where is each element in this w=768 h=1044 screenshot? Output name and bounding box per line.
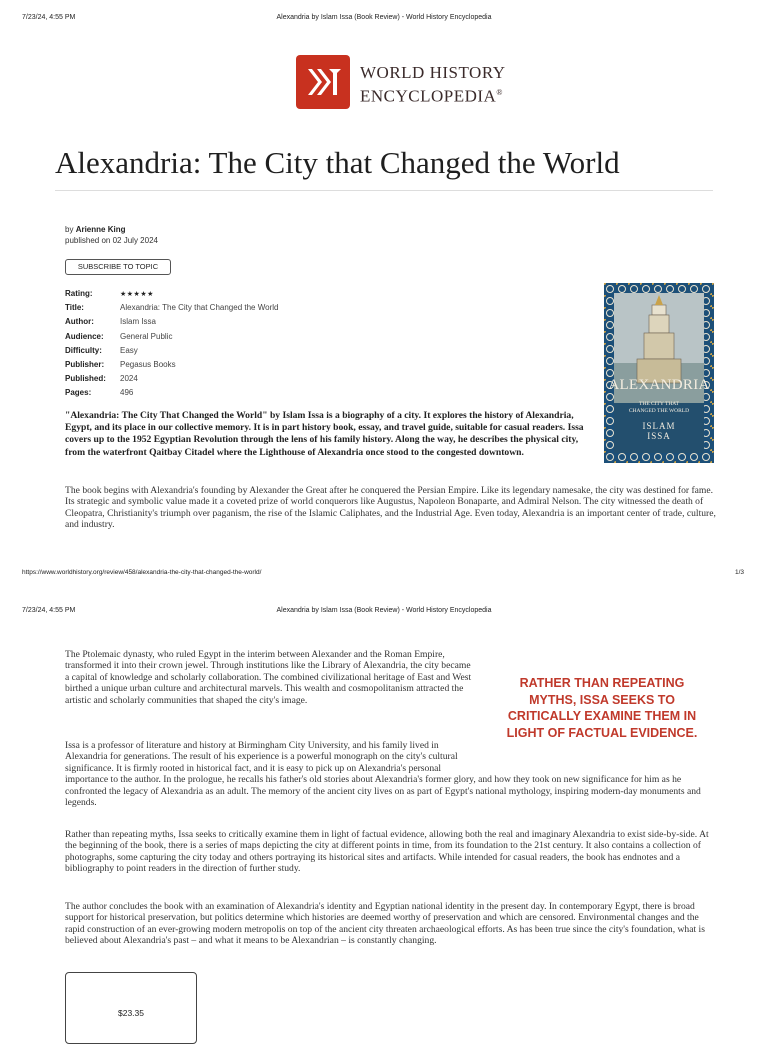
layout-spacer: [475, 740, 715, 774]
by-prefix: by: [65, 225, 74, 234]
metadata-value: Easy: [120, 345, 138, 355]
review-paragraph: The book begins with Alexandria's founding by Alexander the Great after he conquered the Persian Empire. Like its legendary namesake, the city was destined for fame. Its strategic and symbolic value made it a coveted prize of world conquerors like Augustus, Napoleon Bonaparte, and Admiral Nelson. The city witnessed the death of Cleopatra, Christianity's triumph over paganism, the rise of the Islamic Caliphates, and the Industrial Age. Even today, Alexandria is an important center of trade, culture, and industry.: [65, 485, 716, 531]
book-price: $23.35: [118, 1008, 144, 1018]
metadata-key: Rating:: [65, 289, 93, 298]
subscribe-button[interactable]: SUBSCRIBE TO TOPIC: [65, 259, 171, 275]
print-doc-title-page2: Alexandria by Islam Issa (Book Review) - World History Encyclopedia: [276, 607, 492, 614]
metadata-key: Author:: [65, 317, 94, 327]
review-paragraph: The author concludes the book with an examination of Alexandria's identity and Egyptian national identity in the present day. In contemporary Egypt, there is broad support for historical preservation, but politics determine which histories are deemed worthy of preservation and which are censored. Environmental changes and the rapid construction of an ever-growing modern metropolis on top of the ancient city threaten archaeological efforts. As has been true since the city's foundation, what is believed about Alexandria's past – and what it means to be Alexandrian – is constantly changing.: [65, 901, 705, 947]
print-timestamp-page2: 7/23/24, 4:55 PM: [22, 607, 76, 614]
metadata-value: Pegasus Books: [120, 359, 176, 369]
title-divider: [55, 190, 713, 191]
logo-line1: WORLD HISTORY: [360, 63, 506, 82]
whe-logo-icon[interactable]: [296, 55, 350, 109]
byline: [65, 224, 158, 246]
cover-author-line1: ISLAM: [642, 421, 676, 431]
book-cover-image: [604, 283, 714, 463]
whe-logo-text[interactable]: [360, 63, 506, 107]
metadata-value: Alexandria: The City that Changed the World: [120, 303, 279, 313]
metadata-row: [65, 287, 278, 301]
metadata-value: 496: [120, 388, 134, 398]
cover-subtitle-line2: CHANGED THE WORLD: [628, 408, 690, 414]
rating-stars: ★★★★★: [120, 291, 154, 298]
page-title: Alexandria: The City that Changed the World: [55, 145, 620, 180]
author-link[interactable]: Arienne King: [75, 225, 126, 234]
registered-mark: ®: [496, 88, 503, 97]
metadata-row: [65, 386, 278, 400]
metadata-key: Publisher:: [65, 359, 105, 369]
metadata-value: General Public: [120, 331, 173, 341]
cover-author-line2: ISSA: [647, 431, 671, 441]
print-page-number: 1/3: [735, 569, 745, 576]
logo-line2: ENCYCLOPEDIA: [360, 86, 497, 106]
metadata-row: [65, 358, 278, 372]
print-doc-title: Alexandria by Islam Issa (Book Review) - World History Encyclopedia: [276, 14, 492, 21]
metadata-row: [65, 330, 278, 344]
metadata-row: [65, 372, 278, 386]
review-intro: "Alexandria: The City That Changed the World" by Islam Issa is a biography of a city. It explores the history of Alexandria, Egypt, and its place in our collective memory. It is in part history book, essay, and travel guide, suitable for casual readers. Issa covers up to the 1952 Egyptian Revolution through the lens of his family history. Along the way, he describes the physical city, from the waterfront Qaitbay Citadel where the Lighthouse of Alexandria once stood to the congested downtown.: [65, 410, 584, 458]
metadata-value: Islam Issa: [120, 317, 157, 327]
review-paragraph-text: Issa is a professor of literature and history at Birmingham City University, and his family lived in Alexandria for generations. The result of his experience is a powerful monograph on the city's cultural significance. It is firmly rooted in historical fact, and it is easy to pick up on Alexandria's personal importance to the author. In the prologue, he recalls his father's old stories about Alexandria's former glory, and how they took on new significance for him as he confronted the legacy of Alexandria as an adult. The memory of the ancient city lives on as part of Egypt's national mythology, inspiring modern-day monuments and legends.: [65, 740, 701, 809]
pull-quote: RATHER THAN REPEATING MYTHS, ISSA SEEKS TO CRITICALLY EXAMINE THEM IN LIGHT OF FACTUAL EVIDENCE.: [506, 676, 698, 740]
metadata-key: Audience:: [65, 331, 104, 341]
buy-book-card[interactable]: [65, 972, 197, 1044]
metadata-row: [65, 301, 278, 315]
metadata-value: 2024: [120, 374, 138, 384]
metadata-key: Title:: [65, 303, 84, 313]
print-footer-url: https://www.worldhistory.org/review/458/alexandria-the-city-that-changed-the-world/: [22, 569, 262, 576]
book-metadata: [65, 287, 278, 401]
cover-author: [604, 421, 714, 441]
review-paragraph: [65, 740, 715, 808]
metadata-key: Published:: [65, 374, 106, 384]
cover-subtitle: [604, 401, 714, 415]
published-date: published on 02 July 2024: [65, 236, 158, 245]
review-paragraph: Rather than repeating myths, Issa seeks to critically examine them in light of factual evidence, allowing both the real and imaginary Alexandria to exist side-by-side. At the beginning of the book, there is a series of maps depicting the city at different points in time, from its foundation to the 21st century. It also contains a collection of photographs, some capturing the city today and others portraying its historical sites and artifacts. While intended for casual readers, the book has endnotes and a bibliography to point readers in the direction of further study.: [65, 829, 709, 875]
cover-subtitle-line1: THE CITY THAT: [638, 401, 680, 407]
review-paragraph: The Ptolemaic dynasty, who ruled Egypt in the interim between Alexander and the Roman Empire, transformed it into their crown jewel. Through institutions like the Library of Alexandria, the city became a capital of knowledge and scholarly collaboration. The combined civilizational heritage of East and West birthed a unique urban culture and architectural marvels. This wealth and cosmopolitanism attracted the artistic and scholarly communities that shaped the city's image.: [65, 649, 472, 706]
cover-title: ALEXANDRIA: [608, 377, 710, 393]
metadata-row: [65, 344, 278, 358]
print-timestamp: 7/23/24, 4:55 PM: [22, 14, 76, 21]
metadata-row: [65, 315, 278, 329]
metadata-key: Difficulty:: [65, 345, 102, 355]
metadata-key: Pages:: [65, 388, 92, 398]
